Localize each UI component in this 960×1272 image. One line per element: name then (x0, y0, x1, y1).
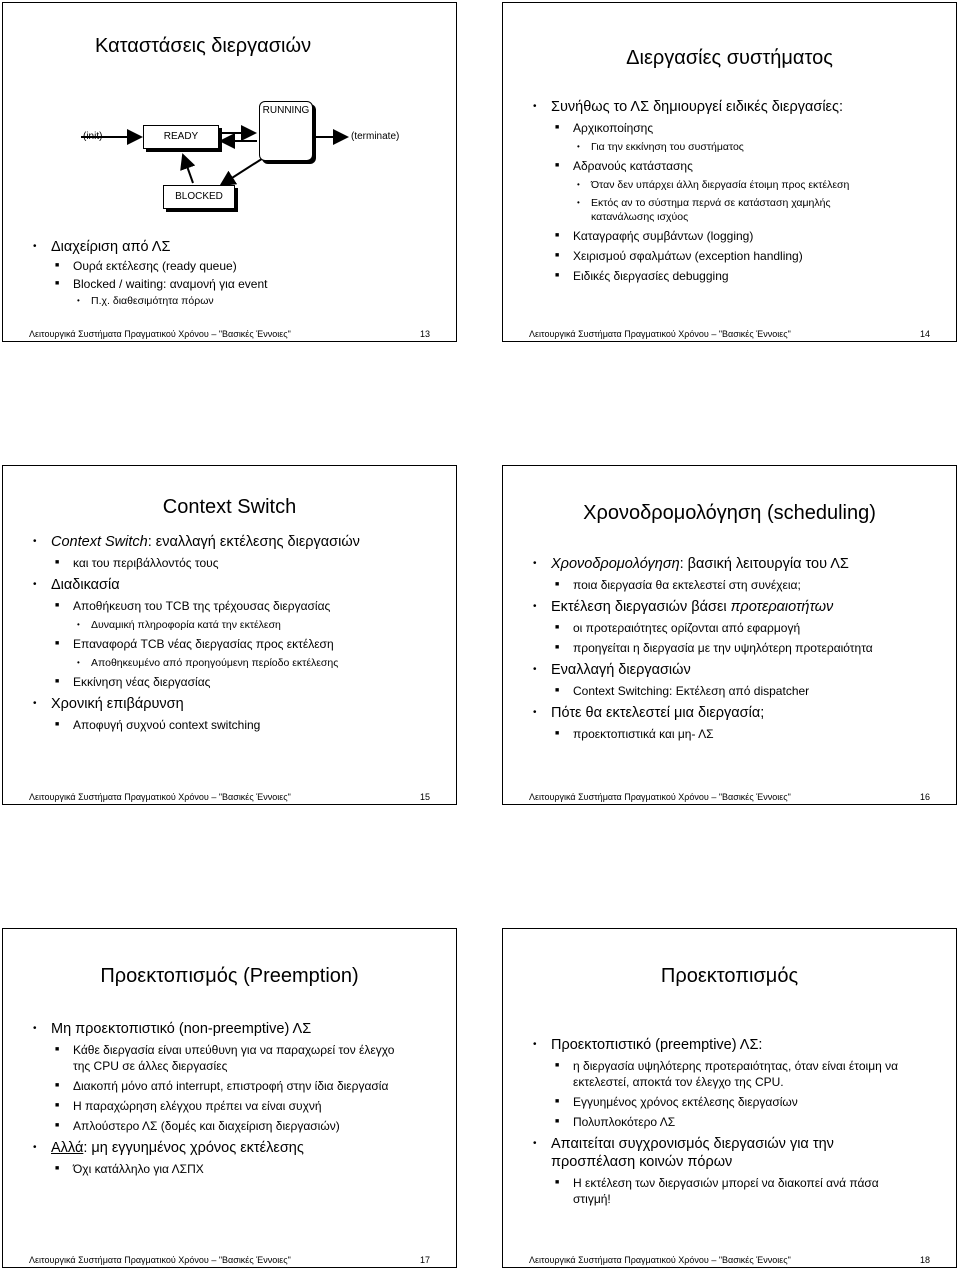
bullet-dot-icon: • (33, 241, 37, 252)
bullet-dot-icon: • (33, 536, 37, 547)
bullet-item: • Προεκτοπιστικό (preemptive) ΛΣ: (533, 1037, 763, 1053)
bullet-item: • Εκτός αν το σύστημα περνά σε κατάσταση χαμηλής κατανάλωσης ισχύος (577, 197, 831, 223)
square-bullet-icon: ■ (555, 1118, 560, 1125)
square-bullet-icon: ■ (55, 721, 60, 728)
slide-14-list (529, 93, 946, 284)
square-bullet-icon: ■ (555, 124, 560, 131)
page-number: 17 (419, 1255, 430, 1265)
bullet-item: • Εκτέλεση διεργασιών βάσει προτεραιοτήτων (533, 599, 834, 615)
dot-bullet-icon: • (577, 142, 580, 151)
bullet-item: ■ Πολυπλοκότερο ΛΣ (555, 1115, 676, 1129)
square-bullet-icon: ■ (55, 262, 60, 269)
bullet-item: ■ Αποθήκευση του TCB της τρέχουσας διεργασίας (55, 599, 331, 613)
footer-text: Λειτουργικά Συστήματα Πραγματικού Χρόνου – "Βασικές Έννοιες" (29, 329, 291, 339)
square-bullet-icon: ■ (555, 272, 560, 279)
bullet-item: ■ Η εκτέλεση των διεργασιών μπορεί να διακοπεί ανά πάσα στιγμή! (555, 1176, 879, 1206)
bullet-item: ■ Εκκίνηση νέας διεργασίας (55, 675, 211, 689)
slide-footer (29, 329, 430, 339)
bullet-item: ■ Επαναφορά TCB νέας διεργασίας προς εκτέλεση (55, 637, 334, 651)
square-bullet-icon: ■ (55, 1082, 60, 1089)
square-bullet-icon: ■ (555, 1098, 560, 1105)
slide-17-list (29, 1015, 446, 1177)
bullet-dot-icon: • (533, 707, 537, 718)
square-bullet-icon: ■ (55, 559, 60, 566)
page-number: 16 (919, 792, 930, 802)
slide-15 (2, 465, 457, 805)
footer-text: Λειτουργικά Συστήματα Πραγματικού Χρόνου – "Βασικές Έννοιες" (29, 1255, 291, 1265)
bullet-item: ■ Όχι κατάλληλο για ΛΣΠΧ (55, 1162, 204, 1176)
square-bullet-icon: ■ (555, 624, 560, 631)
slide-15-list (29, 528, 446, 733)
bullet-item: ■ Εγγυημένος χρόνος εκτέλεσης διεργασίων (555, 1095, 798, 1109)
bullet-item: • Συνήθως το ΛΣ δημιουργεί ειδικές διεργασίες: (533, 99, 844, 115)
square-bullet-icon: ■ (555, 252, 560, 259)
state-ready: READY (143, 125, 219, 149)
bullet-item: ■ Καταγραφής συμβάντων (logging) (555, 229, 754, 243)
square-bullet-icon: ■ (555, 644, 560, 651)
bullet-item: • Για την εκκίνηση του συστήματος (577, 141, 744, 153)
footer-text: Λειτουργικά Συστήματα Πραγματικού Χρόνου – "Βασικές Έννοιες" (529, 792, 791, 802)
bullet-item: ■ οι προτεραιότητες ορίζονται από εφαρμογή (555, 621, 801, 635)
page-number: 13 (419, 329, 430, 339)
bullet-item: • Context Switch: εναλλαγή εκτέλεσης διεργασιών (33, 534, 360, 550)
bullet-dot-icon: • (33, 1023, 37, 1034)
square-bullet-icon: ■ (55, 678, 60, 685)
square-bullet-icon: ■ (55, 640, 60, 647)
bullet-item: ■ προηγείται η διεργασία με την υψηλότερη προτεραιότητα (555, 641, 873, 655)
slide-footer (29, 792, 430, 802)
bullet-item: • Μη προεκτοπιστικό (non-preemptive) ΛΣ (33, 1021, 312, 1037)
slide-title: Καταστάσεις διεργασιών (95, 35, 312, 57)
bullet-item: ■ Απλούστερο ΛΣ (δομές και διαχείριση διεργασιών) (55, 1119, 340, 1133)
slide-title: Προεκτοπισμός (Preemption) (100, 965, 359, 987)
bullet-item: • Απαιτείται συγχρονισμός διεργασιών για την προσπέλαση κοινών πόρων (533, 1136, 834, 1170)
bullet-dot-icon: • (533, 664, 537, 675)
footer-text: Λειτουργικά Συστήματα Πραγματικού Χρόνου – "Βασικές Έννοιες" (529, 329, 791, 339)
page-number: 15 (419, 792, 430, 802)
bullet-item: ■ Ουρά εκτέλεσης (ready queue) (55, 259, 237, 273)
footer-text: Λειτουργικά Συστήματα Πραγματικού Χρόνου – "Βασικές Έννοιες" (529, 1255, 791, 1265)
bullet-item: ■ Blocked / waiting: αναμονή για event (55, 277, 268, 291)
bullet-item: • Διαδικασία (33, 577, 120, 593)
slide-title: Context Switch (162, 496, 297, 518)
bullet-item: • Εναλλαγή διεργασιών (533, 662, 691, 678)
footer-text: Λειτουργικά Συστήματα Πραγματικού Χρόνου – "Βασικές Έννοιες" (29, 792, 291, 802)
bullet-item: • Διαχείριση από ΛΣ (33, 239, 171, 255)
square-bullet-icon: ■ (555, 687, 560, 694)
state-init: (init) (83, 131, 103, 142)
slide-title: Προεκτοπισμός (660, 965, 799, 987)
slide-footer (29, 1255, 430, 1265)
square-bullet-icon: ■ (555, 730, 560, 737)
square-bullet-icon: ■ (55, 1122, 60, 1129)
square-bullet-icon: ■ (555, 581, 560, 588)
bullet-item: ■ Διακοπή μόνο από interrupt, επιστροφή στην ίδια διεργασία (55, 1079, 389, 1093)
dot-bullet-icon: • (77, 658, 80, 667)
state-blocked: BLOCKED (163, 185, 235, 209)
dot-bullet-icon: • (77, 296, 80, 305)
bullet-item: ■ η διεργασία υψηλότερης προτεραιότητας, όταν είναι έτοιμη να εκτελεστεί, αποκτά τον έλεγχο της CPU. (555, 1059, 899, 1089)
slide-16 (502, 465, 957, 805)
bullet-item: ■ προεκτοπιστικά και μη- ΛΣ (555, 727, 714, 741)
bullet-item: ■ Context Switching: Εκτέλεση από dispatcher (555, 684, 810, 698)
slide-16-list (529, 550, 946, 742)
slide-footer (529, 329, 930, 339)
bullet-dot-icon: • (33, 1142, 37, 1153)
bullet-dot-icon: • (33, 579, 37, 590)
bullet-item: • Δυναμική πληροφορία κατά την εκτέλεση (77, 619, 281, 631)
square-bullet-icon: ■ (55, 280, 60, 287)
bullet-dot-icon: • (533, 601, 537, 612)
bullet-dot-icon: • (533, 558, 537, 569)
square-bullet-icon: ■ (555, 1179, 560, 1186)
square-bullet-icon: ■ (55, 1046, 60, 1053)
bullet-item: ■ Ειδικές διεργασίες debugging (555, 269, 729, 283)
square-bullet-icon: ■ (55, 602, 60, 609)
slide-footer (529, 792, 930, 802)
dot-bullet-icon: • (577, 198, 580, 207)
state-running: RUNNING (259, 101, 313, 161)
square-bullet-icon: ■ (555, 232, 560, 239)
bullet-item: • Αποθηκευμένο από προηγούμενη περίοδο εκτέλεσης (77, 657, 339, 669)
bullet-item: • Αλλά: μη εγγυημένος χρόνος εκτέλεσης (33, 1140, 304, 1156)
bullet-item: ■ Αρχικοποίησης (555, 121, 654, 135)
slide-13 (2, 2, 457, 342)
bullet-dot-icon: • (33, 698, 37, 709)
arrow-blocked-ready (183, 155, 193, 183)
bullet-item: • Όταν δεν υπάρχει άλλη διεργασία έτοιμη προς εκτέλεση (577, 179, 850, 191)
bullet-item: • Π.χ. διαθεσιμότητα πόρων (77, 295, 214, 307)
bullet-item: ■ ποια διεργασία θα εκτελεστεί στη συνέχεια; (555, 578, 801, 592)
slide-13-list (29, 233, 446, 308)
bullet-dot-icon: • (533, 101, 537, 112)
bullet-item: ■ και του περιβάλλοντός τους (55, 556, 219, 570)
page-number: 18 (919, 1255, 930, 1265)
bullet-dot-icon: • (533, 1138, 537, 1149)
bullet-item: ■ Χειρισμού σφαλμάτων (exception handling) (555, 249, 803, 263)
slide-title: Χρονοδρομολόγηση (scheduling) (583, 502, 876, 524)
bullet-dot-icon: • (533, 1039, 537, 1050)
bullet-item: • Χρονική επιβάρυνση (33, 696, 184, 712)
bullet-item: • Χρονοδρομολόγηση: βασική λειτουργία του ΛΣ (533, 556, 849, 572)
slide-18-list (529, 1031, 946, 1207)
slide-18 (502, 928, 957, 1268)
dot-bullet-icon: • (577, 180, 580, 189)
bullet-item: ■ Αποφυγή συχνού context switching (55, 718, 261, 732)
slide-14 (502, 2, 957, 342)
slide-footer (529, 1255, 930, 1265)
state-terminate: (terminate) (351, 131, 400, 142)
square-bullet-icon: ■ (55, 1165, 60, 1172)
page-number: 14 (919, 329, 930, 339)
bullet-item: ■ Κάθε διεργασία είναι υπεύθυνη για να παραχωρεί τον έλεγχο της CPU σε άλλες διεργασίες (55, 1043, 395, 1073)
dot-bullet-icon: • (77, 620, 80, 629)
bullet-item: ■ Η παραχώρηση ελέγχου πρέπει να είναι συχνή (55, 1099, 322, 1113)
square-bullet-icon: ■ (555, 162, 560, 169)
bullet-item: ■ Αδρανούς κατάστασης (555, 159, 693, 173)
square-bullet-icon: ■ (55, 1102, 60, 1109)
state-diagram (23, 93, 443, 223)
slide-title: Διεργασίες συστήματος (626, 47, 833, 69)
square-bullet-icon: ■ (555, 1062, 560, 1069)
slide-17 (2, 928, 457, 1268)
bullet-item: • Πότε θα εκτελεστεί μια διεργασία; (533, 705, 765, 721)
